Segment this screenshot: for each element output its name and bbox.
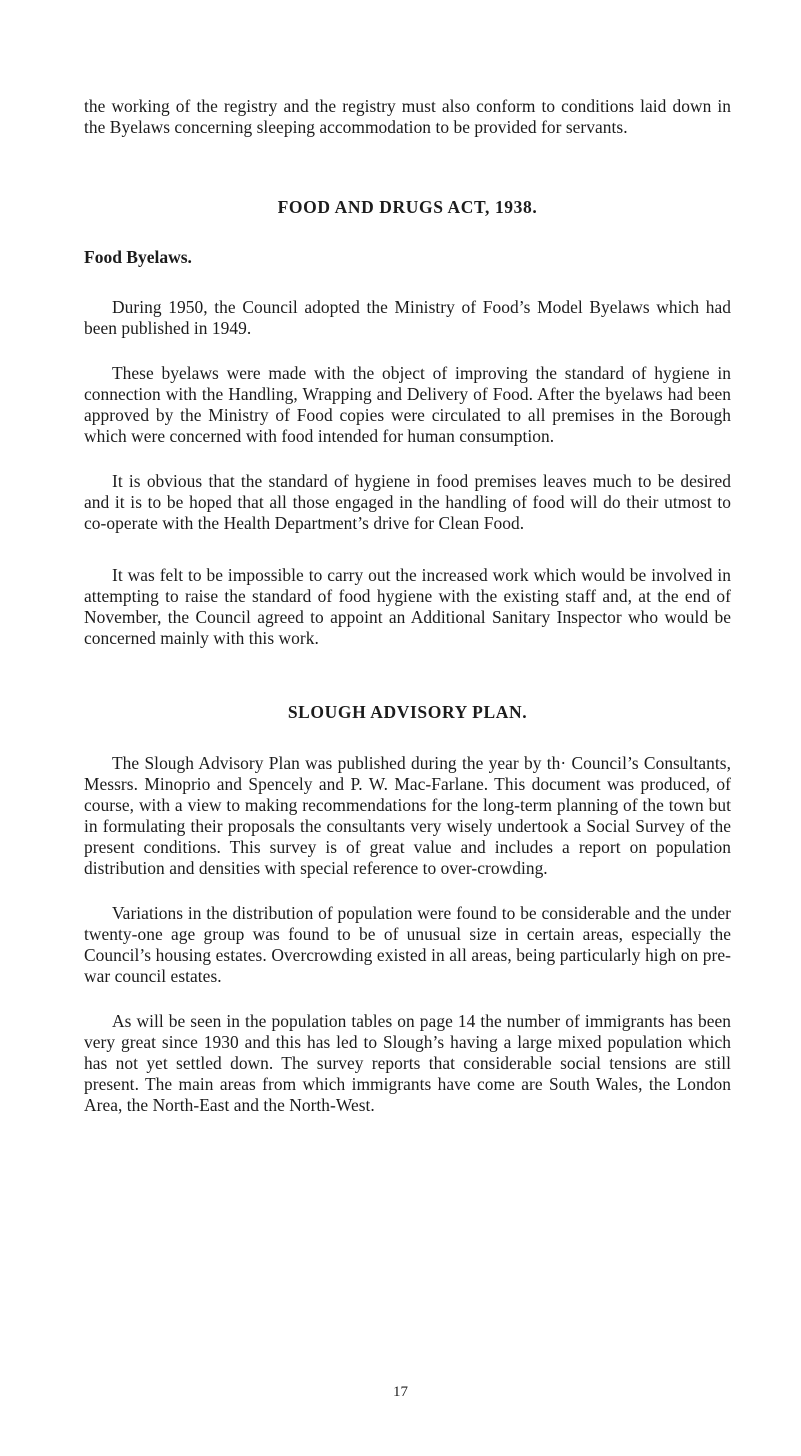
paragraph-hygiene-standard: It is obvious that the standard of hygiene in food premises leaves much to be desired and it is to be hoped that all those engaged in the handling of food will do their utmost to co-operate with the Health Department’s drive for Clean Food. xyxy=(84,471,731,533)
section-heading-slough-advisory-plan: SLOUGH ADVISORY PLAN. xyxy=(287,702,528,722)
subheading-food-byelaws: Food Byelaws. xyxy=(84,247,192,267)
paragraph-model-byelaws: During 1950, the Council adopted the Ministry of Food’s Model Byelaws which had been published in 1949. xyxy=(84,297,731,338)
paragraph-byelaws-object: These byelaws were made with the object of improving the standard of hygiene in connection with the Handling, Wrapping and Delivery of Food. After the byelaws had been approved by the Ministry of Food copies were circulated to all premises in the Borough which were concerned with food intended for human consumption. xyxy=(84,363,731,446)
paragraph-sanitary-inspector: It was felt to be impossible to carry out the increased work which would be involved in attempting to raise the standard of food hygiene with the existing staff and, at the end of November, the Council agreed to appoint an Additional Sanitary Inspector who would be concerned mainly with this work. xyxy=(84,565,731,648)
page-number: 17 xyxy=(393,1384,408,1400)
intro-paragraph: the working of the registry and the registry must also conform to conditions laid down in the Byelaws concerning sleeping accommodation to be provided for servants. xyxy=(84,96,731,137)
paragraph-population-variations: Variations in the distribution of population were found to be considerable and the under twenty-one age group was found to be of unusual size in certain areas, especially the Council’s housing estates. Overcrowding existed in all areas, being particularly high on pre-war council estates. xyxy=(84,903,731,986)
section-heading-food-and-drugs-act: FOOD AND DRUGS ACT, 1938. xyxy=(277,197,538,217)
paragraph-advisory-plan: The Slough Advisory Plan was published during the year by th· Council’s Consultants, Messrs. Minoprio and Spencely and P. W. Mac-Farlane. This document was produced, of course, with a view to making recommendations for the long-term planning of the town but in formulating their proposals the consultants very wisely undertook a Social Survey of the present conditions. This survey is of great value and includes a report on population distribution and densities with special reference to over-crowding. xyxy=(84,753,731,878)
paragraph-immigrants: As will be seen in the population tables on page 14 the number of immigrants has been very great since 1930 and this has led to Slough’s having a large mixed population which has not yet settled down. The survey reports that considerable social tensions are still present. The main areas from which immigrants have come are South Wales, the London Area, the North-East and the North-West. xyxy=(84,1011,731,1115)
